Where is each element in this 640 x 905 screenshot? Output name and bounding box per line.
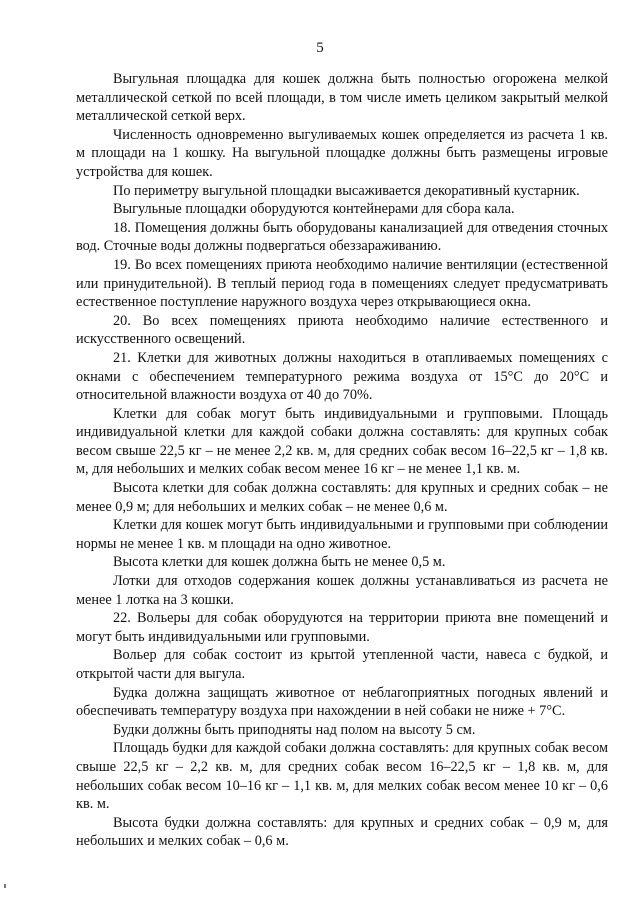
paragraph: 22. Вольеры для собак оборудуются на территории приюта вне помещений и могут быть индивидуальными или групповыми.: [76, 610, 608, 645]
paragraph: 19. Во всех помещениях приюта необходимо наличие вентиляции (естественной или принудительной). В теплый период года в помещениях следует предусматривать естественное поступление наружного воздуха через открывающиеся окна.: [76, 256, 608, 311]
paragraph: 21. Клетки для животных должны находиться в отапливаемых помещениях с окнами с обеспечением температурного режима воздуха от 15°С до 20°С и относительной влажности воздуха от 40 до 70%.: [76, 349, 608, 404]
document-body: [76, 70, 608, 851]
paragraph: Площадь будки для каждой собаки должна составлять: для крупных собак весом свыше 22,5 кг – 2,2 кв. м, для средних собак весом 16–22,5 кг – 1,8 кв. м, для небольших собак весом 10–16 кг – 1,1 кв. м, для мелких собак весом менее 10 кг – 0,6 кв. м.: [76, 740, 608, 813]
paragraph: Высота клетки для кошек должна быть не менее 0,5 м.: [113, 554, 446, 571]
paragraph: Высота будки должна составлять: для крупных и средних собак – 0,9 м, для небольших и мелких собак – 0,6 м.: [76, 814, 608, 850]
paragraph: Выгульная площадка для кошек должна быть полностью огорожена мелкой металлической сеткой по всей площади, в том числе иметь целиком закрытый мелкой металлической сеткой верх.: [76, 71, 608, 125]
paragraph: Вольер для собак состоит из крытой утепленной части, навеса с будкой, и открытой части для выгула.: [76, 647, 608, 682]
paragraph: Клетки для кошек могут быть индивидуальными и групповыми при соблюдении нормы не менее 1 кв. м площади на одно животное.: [76, 517, 608, 552]
paragraph: Численность одновременно выгуливаемых кошек определяется из расчета 1 кв. м площади на 1 кошку. На выгульной площадке должны быть размещены игровые устройства для кошек.: [76, 126, 608, 180]
page-number: 5: [316, 40, 324, 56]
paragraph: Будки должны быть приподняты над полом на высоту 5 см.: [113, 721, 476, 738]
paragraph: 20. Во всех помещениях приюта необходимо наличие естественного и искусственного освещений.: [76, 312, 608, 348]
paragraph: Лотки для отходов содержания кошек должны устанавливаться из расчета не менее 1 лотка на 3 кошки.: [76, 573, 608, 608]
paragraph: 18. Помещения должны быть оборудованы канализацией для отведения сточных вод. Сточные воды должны подвергаться обеззараживанию.: [76, 219, 608, 255]
paragraph: Клетки для собак могут быть индивидуальными и групповыми. Площадь индивидуальной клетки для каждой собаки должна составлять: для крупных собак весом свыше 22,5 кг – не менее 2,2 кв. м, для средних собак весом 16–22,5 кг – 1,8 кв. м, для небольших и мелких собак весом менее 16 кг – не менее 1,1 кв. м.: [76, 405, 608, 478]
paragraph: Будка должна защищать животное от неблагоприятных погодных явлений и обеспечивать температуру воздуха при нахождении в ней собаки не ниже + 7°С.: [76, 684, 608, 720]
paragraph: Высота клетки для собак должна составлять: для крупных и средних собак – не менее 0,9 м; для небольших и мелких собак – не менее 0,6 м.: [76, 480, 608, 515]
scan-artifact: [4, 884, 6, 888]
paragraph: По периметру выгульной площадки высаживается декоративный кустарник.: [113, 182, 580, 199]
paragraph: Выгульные площадки оборудуются контейнерами для сбора кала.: [113, 201, 515, 218]
